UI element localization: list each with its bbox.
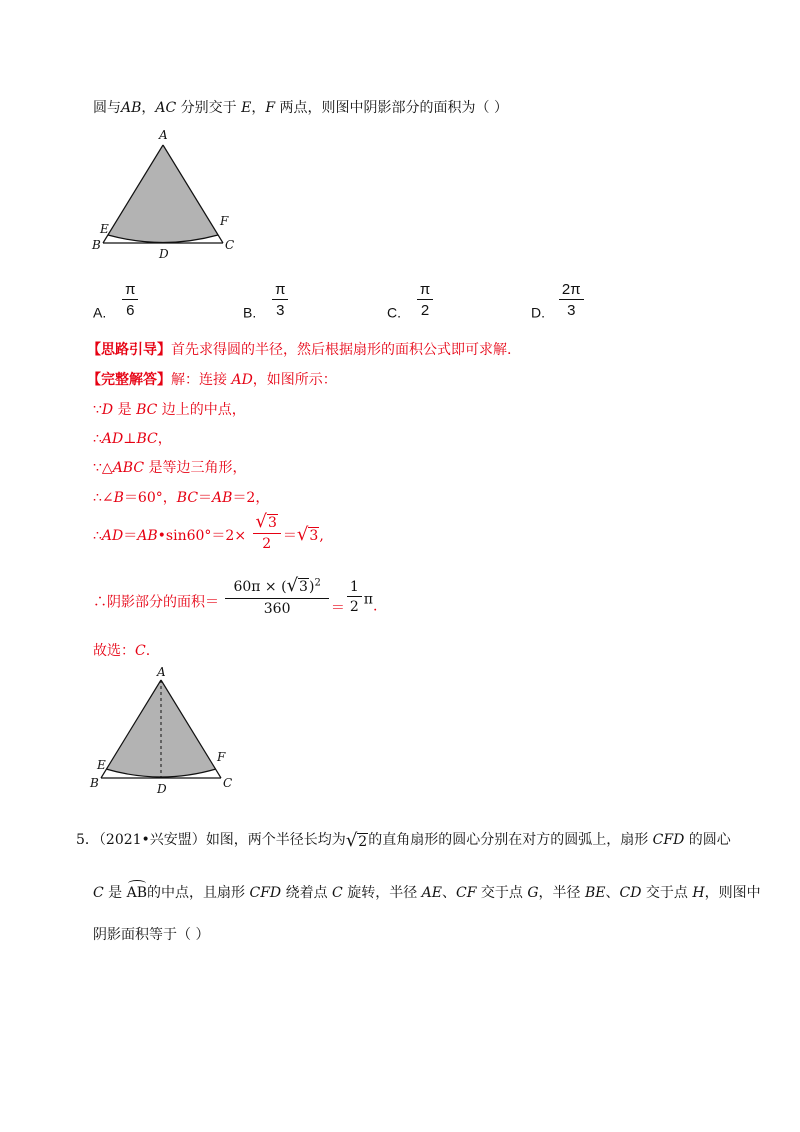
therefore-symbol: ∴ bbox=[93, 431, 102, 447]
denominator: 6 bbox=[126, 302, 135, 319]
numerator: π bbox=[122, 282, 138, 300]
solution-step-1 bbox=[93, 399, 246, 419]
option-d[interactable] bbox=[531, 282, 584, 321]
sector-figure-1 bbox=[88, 125, 248, 265]
question-5-line-1 bbox=[76, 829, 731, 850]
segment-ab: AB bbox=[121, 100, 142, 116]
because-symbol: ∵ bbox=[93, 402, 102, 418]
label-f: F bbox=[220, 214, 229, 228]
solution-step-6 bbox=[93, 577, 377, 618]
radicand: 3 bbox=[268, 514, 277, 531]
angle-b: B bbox=[113, 490, 124, 506]
question-text: 的圆心 bbox=[684, 832, 731, 848]
segment-bc: BC bbox=[176, 490, 199, 506]
solution-text: 解：连接 bbox=[171, 372, 232, 388]
triangle-abc: ABC bbox=[112, 460, 145, 476]
option-letter: D. bbox=[531, 304, 545, 321]
denominator: 2 bbox=[420, 302, 430, 319]
equals: ＝ bbox=[330, 600, 345, 617]
sqrt-3: √ 3 bbox=[286, 575, 308, 596]
arc-ab: AB bbox=[126, 885, 148, 901]
numerator-part: ) bbox=[308, 579, 315, 595]
solution-intro bbox=[87, 369, 337, 389]
solution-tag: 【完整解答】 bbox=[87, 372, 171, 388]
separator: 、 bbox=[442, 885, 457, 901]
question-number: 5． bbox=[76, 832, 99, 848]
question-text: 交于点 bbox=[476, 885, 528, 901]
therefore-symbol: ∴ bbox=[93, 528, 102, 544]
numerator-part: 60π × ( bbox=[233, 579, 287, 595]
question-text: 旋转，半径 bbox=[342, 885, 422, 901]
denominator: 3 bbox=[276, 302, 285, 319]
question-text: ，则图中 bbox=[704, 885, 761, 901]
step-text: 是 bbox=[113, 402, 137, 418]
question-text: 如图，两个半径长均为 bbox=[205, 832, 346, 848]
question-text: ，半径 bbox=[538, 885, 585, 901]
label-a: A bbox=[159, 128, 168, 142]
label-f: F bbox=[217, 750, 226, 764]
question-5-line-3 bbox=[93, 924, 209, 944]
comma: ， bbox=[251, 100, 266, 116]
option-b[interactable] bbox=[243, 282, 288, 321]
because-triangle: ∵△ bbox=[93, 460, 113, 476]
label-b: B bbox=[90, 776, 99, 790]
option-fraction bbox=[122, 282, 138, 318]
solution-step-5 bbox=[93, 513, 324, 551]
sector-cfd: CFD bbox=[652, 832, 685, 848]
denominator: 360 bbox=[263, 601, 291, 617]
point-f: F bbox=[265, 100, 276, 116]
segment-ad: AD bbox=[101, 431, 124, 447]
solution-step-3 bbox=[93, 457, 247, 477]
step-text: ＝60°， bbox=[123, 490, 177, 506]
point-c: C bbox=[93, 885, 104, 901]
exponent: 2 bbox=[314, 577, 321, 589]
analysis-text: 首先求得圆的半径，然后根据扇形的面积公式即可求解. bbox=[171, 342, 512, 358]
segment-bc: BC bbox=[136, 431, 158, 447]
numerator: π bbox=[417, 282, 433, 300]
comma: ， bbox=[141, 100, 156, 116]
point-c: C bbox=[332, 885, 343, 901]
answer-choice: C bbox=[135, 643, 146, 659]
label-e: E bbox=[100, 222, 109, 236]
answer-line bbox=[93, 640, 150, 660]
separator: 、 bbox=[605, 885, 620, 901]
sector-cfd: CFD bbox=[249, 885, 282, 901]
question-text: 的中点，且扇形 bbox=[147, 885, 250, 901]
equals: ＝ bbox=[198, 490, 213, 506]
label-c: C bbox=[225, 238, 235, 252]
shaded-sector bbox=[108, 145, 218, 243]
label-a: A bbox=[157, 665, 166, 679]
sqrt-2: √ 2 bbox=[345, 830, 368, 851]
point-d: D bbox=[101, 402, 114, 418]
solution-step-4 bbox=[93, 487, 269, 507]
one-half bbox=[347, 580, 362, 614]
point-g: G bbox=[527, 885, 539, 901]
option-letter: A. bbox=[93, 304, 107, 321]
segment-ad: AD bbox=[101, 528, 124, 544]
label-c: C bbox=[223, 776, 233, 790]
option-a[interactable] bbox=[93, 282, 138, 321]
question-source: （2021•兴安盟） bbox=[98, 832, 206, 848]
denominator: 2 bbox=[262, 536, 272, 552]
analysis-tag: 【思路引导】 bbox=[87, 342, 171, 358]
segment-ad: AD bbox=[231, 372, 253, 388]
step-text: , bbox=[319, 528, 324, 544]
sqrt3-over-2 bbox=[253, 513, 281, 551]
radius-cd: CD bbox=[619, 885, 642, 901]
question-text: 的直角扇形的圆心分别在对方的圆弧上，扇形 bbox=[368, 832, 653, 848]
analysis-line bbox=[87, 339, 511, 359]
radius-ae: AE bbox=[421, 885, 443, 901]
segment-ab: AB bbox=[137, 528, 158, 544]
denominator: 2 bbox=[349, 598, 359, 615]
step-text: . bbox=[372, 598, 378, 615]
question-text: 阴影面积等于（ ） bbox=[93, 927, 210, 943]
question-text: 是 bbox=[103, 885, 127, 901]
sqrt-3-result: √ 3 bbox=[296, 524, 319, 545]
stem-text: 圆与 bbox=[93, 100, 121, 116]
radicand: 2 bbox=[358, 833, 368, 850]
radius-be: BE bbox=[585, 885, 606, 901]
segment-ac: AC bbox=[155, 100, 177, 116]
label-d: D bbox=[159, 247, 169, 261]
option-letter: C. bbox=[387, 304, 401, 321]
perp-symbol: ⊥ bbox=[123, 431, 137, 447]
equals: ＝ bbox=[123, 528, 138, 544]
radicand: 3 bbox=[299, 578, 308, 595]
question-text: 绕着点 bbox=[281, 885, 333, 901]
denominator: 3 bbox=[567, 302, 576, 319]
segment-ab: AB bbox=[212, 490, 233, 506]
stem-text: 两点，则图中阴影部分的面积为（ ） bbox=[275, 100, 508, 116]
step-text: •sin60°＝2× bbox=[157, 528, 247, 544]
stem-text: 分别交于 bbox=[176, 100, 242, 116]
label-b: B bbox=[92, 238, 101, 252]
answer-text: 故选： bbox=[93, 643, 135, 659]
radius-cf: CF bbox=[456, 885, 477, 901]
equals: ＝ bbox=[282, 528, 297, 544]
solution-step-2 bbox=[93, 428, 172, 448]
step-text: ＝2， bbox=[232, 490, 270, 506]
therefore-angle: ∴∠ bbox=[93, 490, 114, 506]
solution-text: ，如图所示： bbox=[252, 372, 337, 388]
question-5-line-2 bbox=[93, 882, 761, 902]
numerator: 1 bbox=[347, 580, 362, 597]
option-fraction bbox=[559, 282, 584, 318]
sector-figure-2 bbox=[86, 665, 246, 800]
step-text: 边上的中点， bbox=[157, 402, 246, 418]
segment-bc: BC bbox=[136, 402, 158, 418]
option-fraction bbox=[417, 282, 433, 318]
radicand: 3 bbox=[309, 527, 319, 544]
question-text: 交于点 bbox=[641, 885, 693, 901]
label-e: E bbox=[97, 758, 106, 772]
point-h: H bbox=[692, 885, 705, 901]
answer-text: . bbox=[145, 643, 151, 659]
option-fraction bbox=[272, 282, 288, 318]
option-c[interactable] bbox=[387, 282, 433, 321]
option-letter: B. bbox=[243, 304, 257, 321]
point-e: E bbox=[241, 100, 252, 116]
area-fraction bbox=[225, 577, 328, 616]
step-text: 是等边三角形， bbox=[144, 460, 247, 476]
pi-symbol: π bbox=[363, 591, 373, 608]
numerator: 2π bbox=[559, 282, 584, 300]
numerator: π bbox=[272, 282, 288, 300]
question-stem-line bbox=[93, 97, 508, 117]
label-d: D bbox=[157, 782, 167, 796]
sqrt-3: √ 3 bbox=[255, 511, 277, 532]
step-text: ∴阴影部分的面积＝ bbox=[93, 594, 219, 611]
step-text: ， bbox=[157, 431, 172, 447]
